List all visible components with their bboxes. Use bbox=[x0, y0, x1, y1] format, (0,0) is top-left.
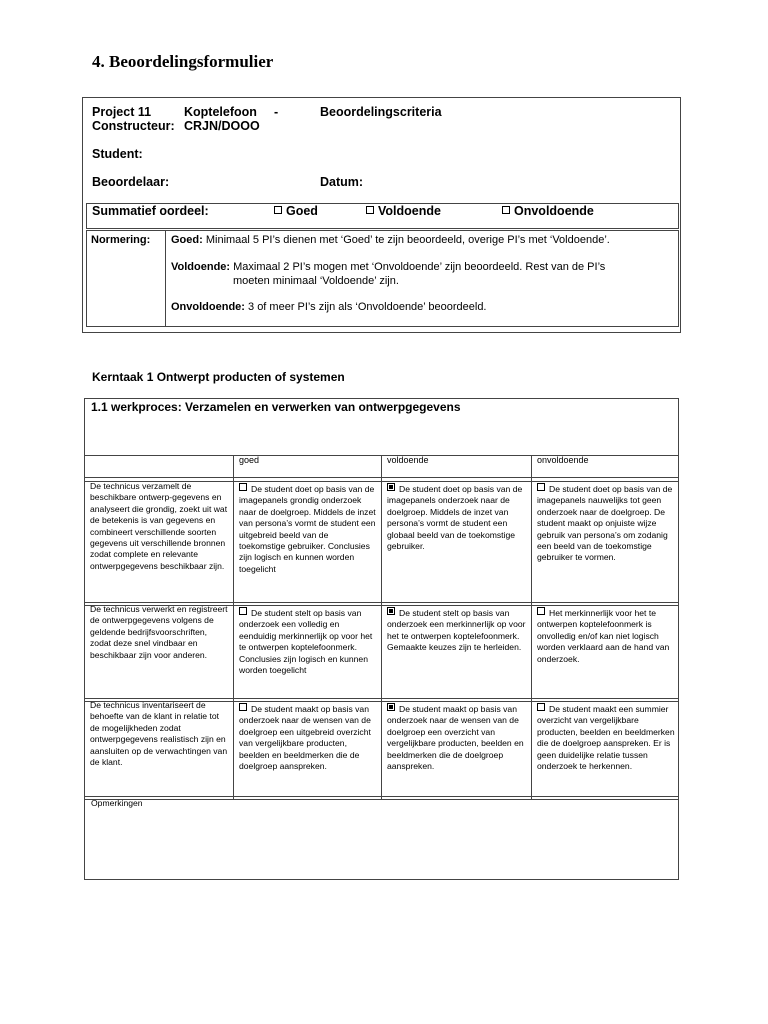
rubric-cell-voldoende[interactable]: De student stelt op basis van onderzoek een merkinnerlijk op voor het te ontwerpen koptelefoonmerk. Gemaakte keuzes zijn te herleiden. bbox=[387, 608, 526, 653]
divider bbox=[531, 455, 532, 799]
checkbox-icon bbox=[366, 206, 374, 214]
criterion-text: De technicus verwerkt en registreert de ontwerpgegevens volgens de geldende bedrijfsvoorschriften, zodat deze snel vindbaar en beschikbaar zijn voor anderen. bbox=[90, 604, 228, 660]
constructeur-label: Constructeur: bbox=[92, 119, 175, 133]
criteria-title: Beoordelingscriteria bbox=[320, 105, 442, 119]
norm-voldoende-cont: moeten minimaal ‘Voldoende’ zijn. bbox=[233, 275, 399, 287]
werkproces-title: 1.1 werkproces: Verzamelen en verwerken van ontwerpgegevens bbox=[91, 400, 461, 414]
checkbox-icon bbox=[239, 703, 247, 711]
rubric-cell-goed[interactable]: De student maakt op basis van onderzoek naar de wensen van de doelgroep een uitgebreid overzicht van vergelijkbare producten, beelden en beeldmerken die de doelgroep aanspreken. bbox=[239, 704, 371, 772]
option-onvoldoende[interactable]: Onvoldoende bbox=[502, 204, 594, 218]
rubric-cell-onvoldoende[interactable]: De student doet op basis van de imagepanels nauwelijks tot geen onderzoek naar de doelgroep. De student maakt op onjuiste wijze gebruik van persona’s om zodanig een beeld van de toekomstige gebruiker te vormen. bbox=[537, 484, 673, 563]
beoordelaar-label: Beoordelaar: bbox=[92, 175, 170, 189]
page-heading: 4. Beoordelingsformulier bbox=[92, 52, 274, 71]
column-header-voldoende: voldoende bbox=[387, 455, 429, 465]
rubric-cell-onvoldoende[interactable]: Het merkinnerlijk voor het te ontwerpen koptelefoonmerk is onvolledig en/of kan niet logisch worden verklaard aan de hand van onderzoek. bbox=[537, 608, 670, 664]
option-goed[interactable]: Goed bbox=[274, 204, 318, 218]
project-dash: - bbox=[274, 105, 279, 119]
project-name: Koptelefoon bbox=[184, 105, 257, 119]
checked-checkbox-icon bbox=[387, 703, 395, 711]
divider bbox=[233, 455, 234, 799]
column-header-goed: goed bbox=[239, 455, 260, 465]
norm-voldoende: Voldoende: Maximaal 2 PI’s mogen met ‘Onvoldoende’ zijn beoordeeld. Rest van de PI’s bbox=[171, 261, 606, 273]
checkbox-icon bbox=[537, 703, 545, 711]
checkbox-icon bbox=[239, 607, 247, 615]
checked-checkbox-icon bbox=[387, 483, 395, 491]
option-voldoende[interactable]: Voldoende bbox=[366, 204, 441, 218]
constructeur-value: CRJN/DOOO bbox=[184, 119, 260, 133]
checkbox-icon bbox=[537, 607, 545, 615]
rubric-cell-goed[interactable]: De student stelt op basis van onderzoek een volledig en eenduidig merkinnerlijk op voor het te ontwerpen koptelefoonmerk. Conclusies zijn logisch en kunnen worden toegelicht bbox=[239, 608, 373, 676]
norm-goed: Goed: Minimaal 5 PI’s dienen met ‘Goed’ te zijn beoordeeld, overige PI’s met ‘Voldoende’. bbox=[171, 234, 610, 246]
normering-label: Normering: bbox=[91, 234, 151, 246]
checkbox-icon bbox=[502, 206, 510, 214]
rubric-table bbox=[84, 398, 679, 880]
column-header-onvoldoende: onvoldoende bbox=[537, 455, 589, 465]
datum-label: Datum: bbox=[320, 175, 364, 189]
rubric-cell-goed[interactable]: De student doet op basis van de imagepanels grondig onderzoek naar de doelgroep. Middels de inzet van persona’s vormt de student een uitgebreid beeld van de toekomstige gebruiker. Conclusies zijn logisch en kunnen worden toegelicht bbox=[239, 484, 376, 574]
criterion-text: De technicus verzamelt de beschikbare ontwerp-gegevens en analyseert die grondig, zoekt uit wat de betekenis is van gegevens en combineert verschillende soorten gegevens uit verschillende bronnen zodat complete en relevante ontwerpgegevens beschikbaar zijn. bbox=[90, 481, 228, 571]
norm-onvoldoende: Onvoldoende: 3 of meer PI’s zijn als ‘Onvoldoende’ beoordeeld. bbox=[171, 301, 487, 313]
checkbox-icon bbox=[274, 206, 282, 214]
opmerkingen-field[interactable] bbox=[85, 811, 678, 879]
checked-checkbox-icon bbox=[387, 607, 395, 615]
divider bbox=[165, 230, 166, 327]
kerntaak-title: Kerntaak 1 Ontwerpt producten of systemen bbox=[92, 370, 345, 384]
checkbox-icon bbox=[537, 483, 545, 491]
opmerkingen-label: Opmerkingen bbox=[91, 798, 143, 808]
rubric-cell-voldoende[interactable]: De student maakt op basis van onderzoek naar de wensen van de doelgroep een overzicht van vergelijkbare producten, beelden en beeldmerken die de doelgroep aanspreken. bbox=[387, 704, 524, 772]
rubric-cell-voldoende[interactable]: De student doet op basis van de imagepanels onderzoek naar de doelgroep. Middels de inzet van persona’s vormt de student een globaal beeld van de toekomstige gebruiker. bbox=[387, 484, 523, 552]
rubric-cell-onvoldoende[interactable]: De student maakt een summier overzicht van vergelijkbare producten, beelden en beeldmerken die de doelgroep aanspreken. Er is geen duidelijke relatie tussen onderzoek te herkennen. bbox=[537, 704, 675, 772]
checkbox-icon bbox=[239, 483, 247, 491]
project-label: Project 11 bbox=[92, 105, 152, 119]
student-label: Student: bbox=[92, 147, 143, 161]
divider bbox=[381, 455, 382, 799]
summatief-label: Summatief oordeel: bbox=[92, 204, 209, 218]
criterion-text: De technicus inventariseert de behoefte van de klant in relatie tot de mogelijkheden zodat ontwerpgegevens realistisch zijn en aansluiten op de verwachtingen van de klant. bbox=[90, 700, 228, 768]
